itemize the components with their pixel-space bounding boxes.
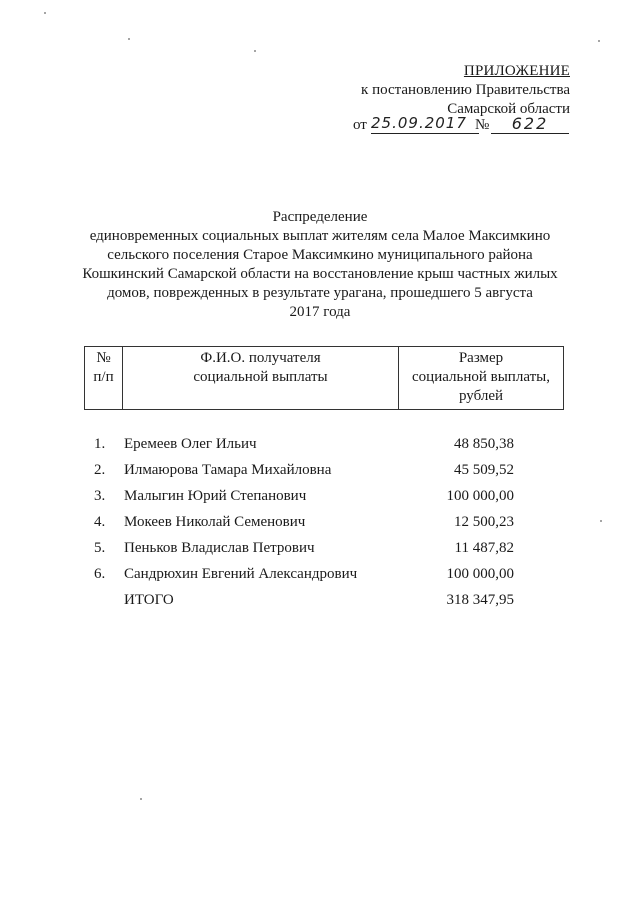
table-row	[84, 488, 564, 514]
table-row	[84, 566, 564, 592]
recipient-name: Мокеев Николай Семенович	[124, 514, 306, 530]
header-amount-column	[399, 347, 563, 409]
total-amount: 318 347,95	[446, 592, 514, 608]
table-row	[84, 436, 564, 462]
scan-speck	[140, 798, 142, 800]
recipient-name: Еремеев Олег Ильич	[124, 436, 257, 452]
header-name-column	[123, 347, 399, 409]
row-number: 4.	[94, 514, 106, 530]
recipient-name: Малыгин Юрий Степанович	[124, 488, 307, 504]
heading-line-4: Кошкинский Самарской области на восстановление крыш частных жилых	[82, 266, 558, 282]
handwritten-date: 25.09.2017	[371, 114, 479, 134]
table-row	[84, 514, 564, 540]
table-row	[84, 540, 564, 566]
heading-line-2: единовременных социальных выплат жителям села Малое Максимкино	[89, 228, 551, 244]
appendix-line-2: Самарской области	[447, 101, 570, 117]
scan-speck	[254, 50, 256, 52]
table-header	[84, 346, 564, 410]
payment-amount: 100 000,00	[446, 566, 514, 582]
header-name-line-1: Ф.И.О. получателя	[200, 350, 321, 366]
heading-title: Распределение	[272, 209, 368, 225]
heading-line-6: 2017 года	[289, 304, 351, 320]
header-number-line-1: №	[96, 350, 111, 366]
row-number: 5.	[94, 540, 106, 556]
recipient-name: Илмаюрова Тамара Михайловна	[124, 462, 332, 478]
recipient-name: Сандрюхин Евгений Александрович	[124, 566, 358, 582]
appendix-line-1: к постановлению Правительства	[361, 82, 570, 98]
heading-line-3: сельского поселения Старое Максимкино муниципального района	[107, 247, 533, 263]
header-number-column	[85, 347, 123, 409]
scan-speck	[598, 40, 600, 42]
scan-speck	[44, 12, 46, 14]
decree-date-line	[353, 114, 575, 139]
handwritten-decree-number: 622	[491, 114, 569, 134]
heading-line-5: домов, поврежденных в результате урагана, прошедшего 5 августа	[107, 285, 533, 301]
table-body	[84, 436, 564, 618]
header-amount-line-1: Размер	[458, 350, 504, 366]
header-name-line-2: социальной выплаты	[193, 369, 328, 385]
scan-speck	[600, 520, 602, 522]
appendix-title: ПРИЛОЖЕНИЕ	[463, 63, 570, 79]
header-number-line-2: п/п	[93, 369, 114, 385]
payment-amount: 12 500,23	[454, 514, 514, 530]
row-number: 3.	[94, 488, 106, 504]
recipient-name: Пеньков Владислав Петрович	[124, 540, 315, 556]
row-number: 2.	[94, 462, 106, 478]
payment-amount: 48 850,38	[454, 436, 514, 452]
row-number: 1.	[94, 436, 106, 452]
header-amount-line-2: социальной выплаты,	[412, 369, 550, 385]
table-row	[84, 462, 564, 488]
payment-amount: 45 509,52	[454, 462, 514, 478]
scan-speck	[128, 38, 130, 40]
number-sign: №	[475, 117, 490, 133]
date-prefix: от	[353, 117, 367, 133]
appendix-block	[310, 62, 570, 119]
header-amount-line-3: рублей	[458, 388, 504, 404]
row-number: 6.	[94, 566, 106, 582]
table-total-row	[84, 592, 564, 618]
document-heading	[60, 208, 580, 322]
payment-amount: 100 000,00	[446, 488, 514, 504]
payment-amount: 11 487,82	[454, 540, 514, 556]
total-label: ИТОГО	[124, 592, 174, 608]
